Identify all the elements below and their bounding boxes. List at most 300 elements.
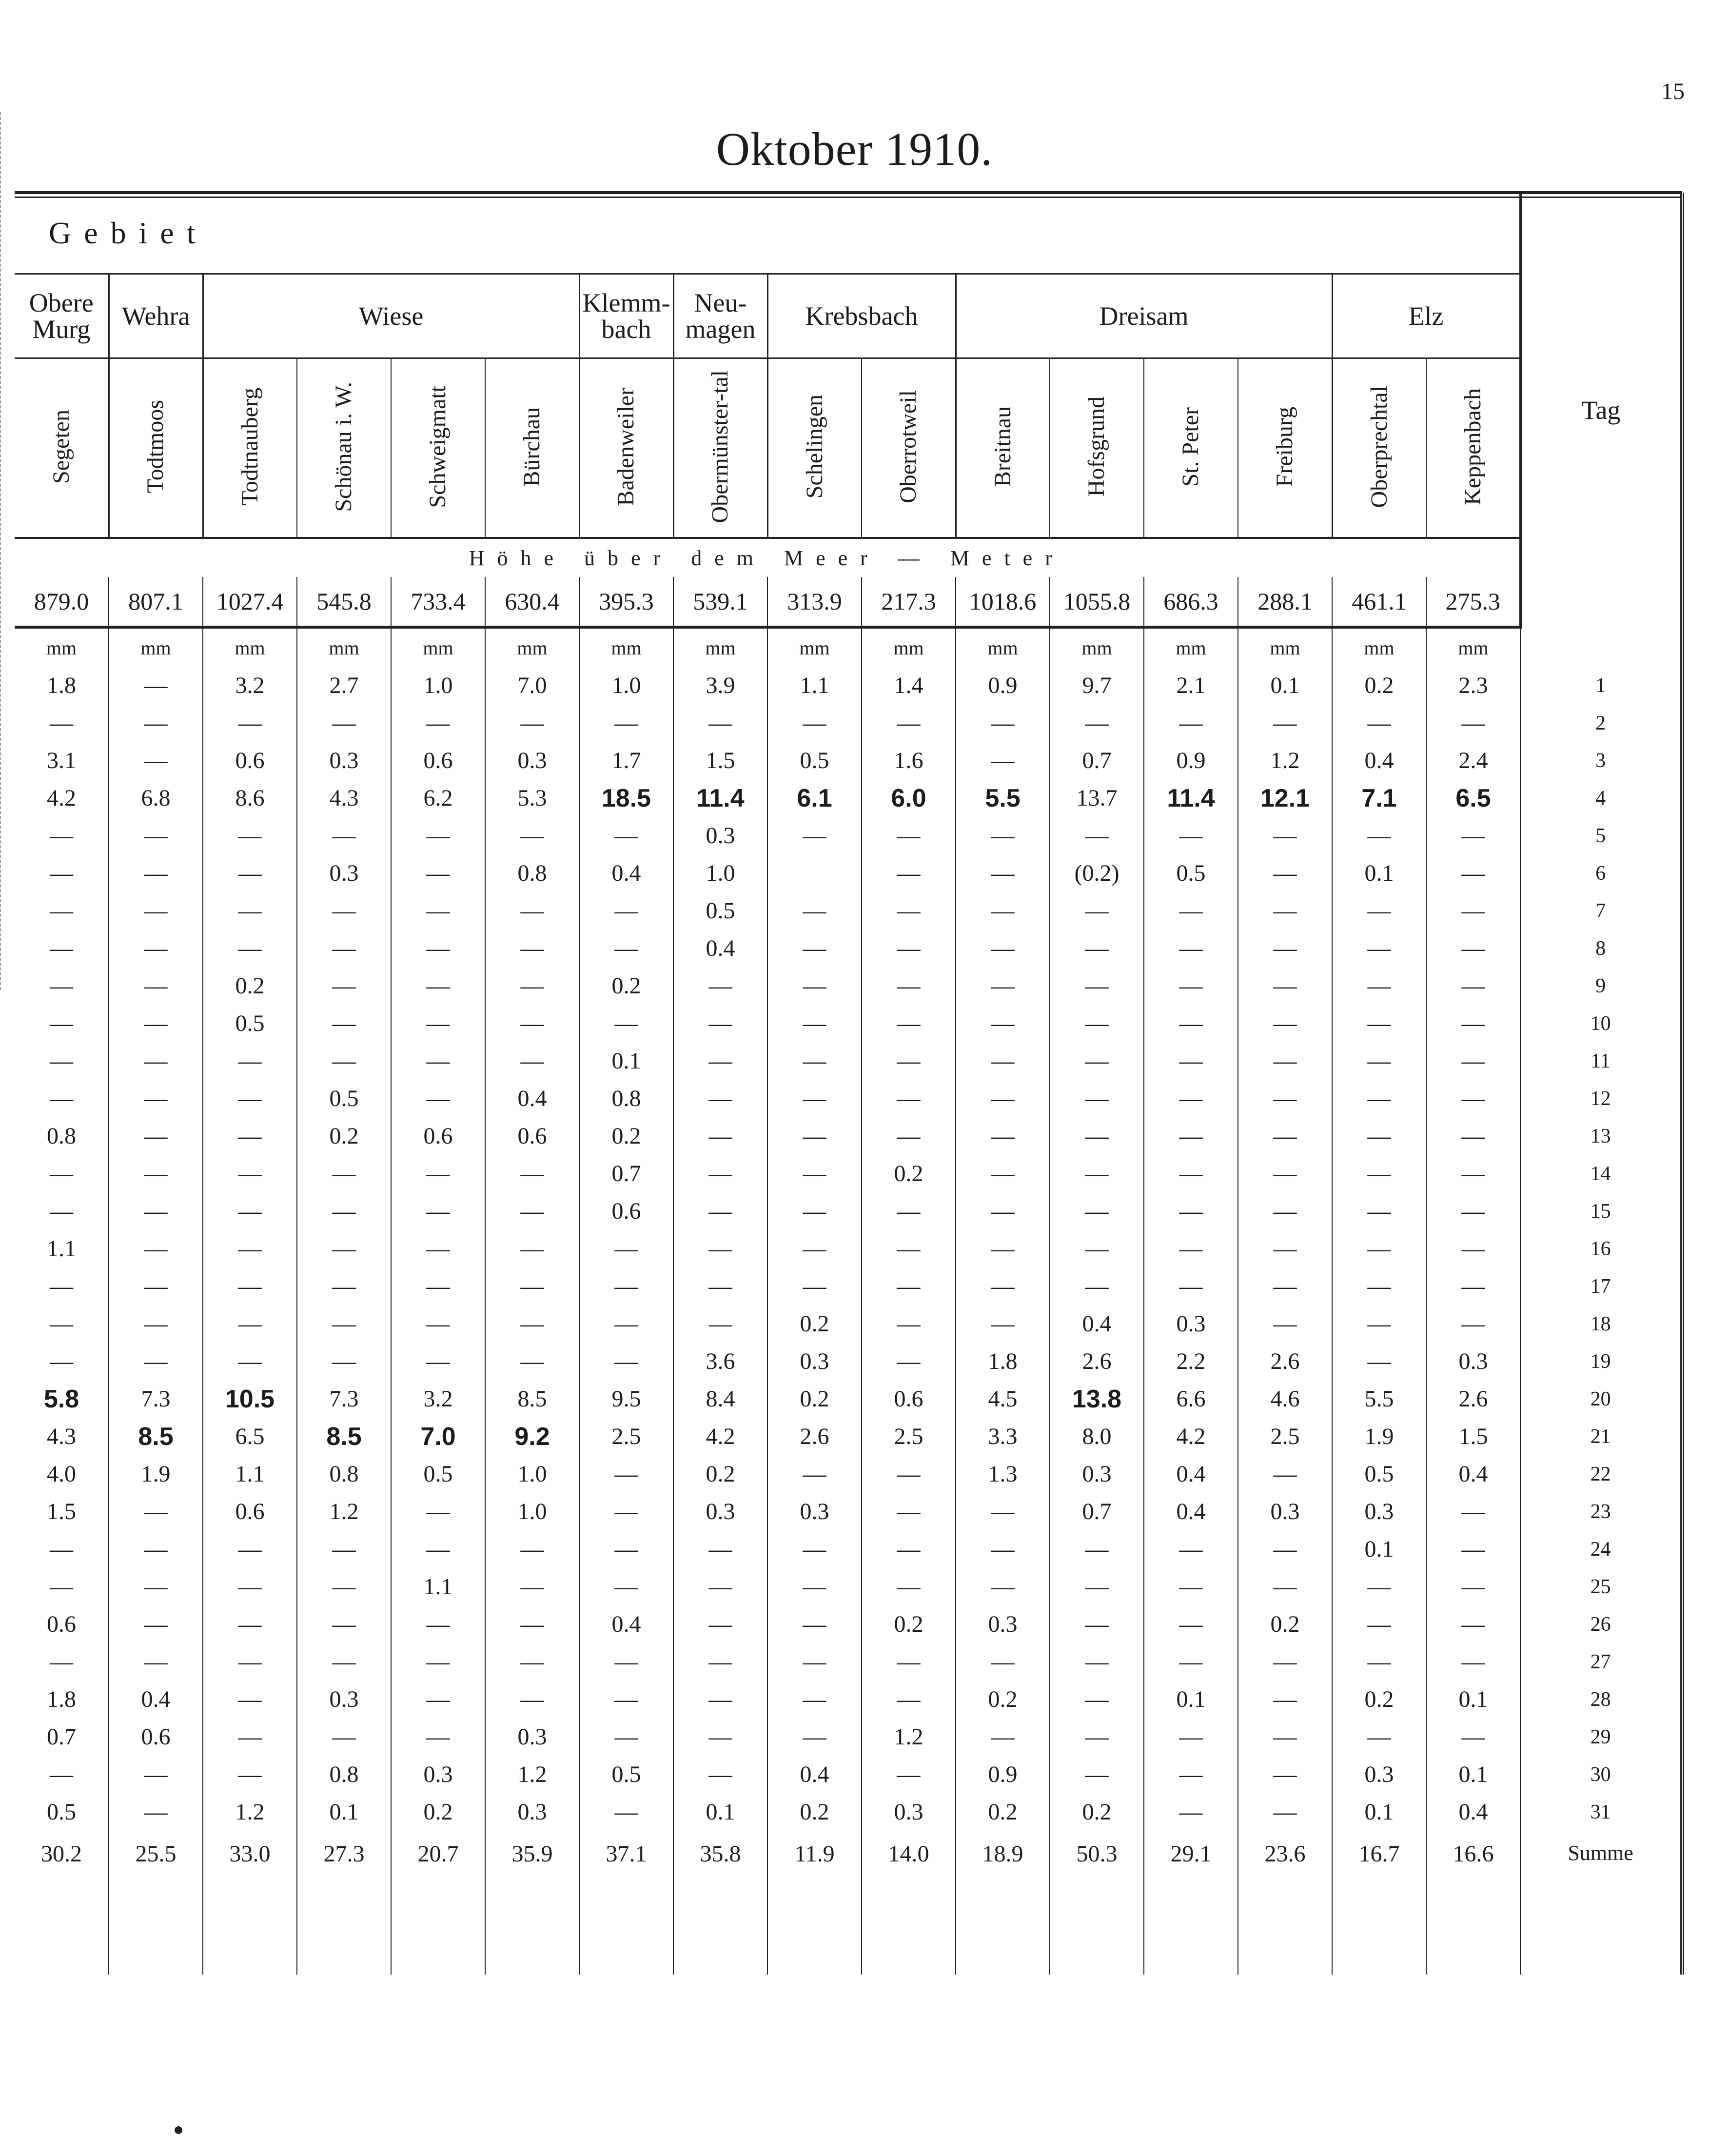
rainfall-cell: — [1050,1605,1144,1643]
rainfall-cell: — [1144,1230,1238,1267]
rainfall-cell: 8.6 [203,779,297,817]
day-number: 29 [1520,1718,1682,1756]
rainfall-cell: 0.8 [579,1080,673,1117]
rainfall-cell: — [1144,817,1238,854]
rainfall-cell: — [50,1348,73,1374]
rainfall-cell: 5.8 [43,1385,79,1413]
rainfall-cell: — [579,1681,673,1718]
station-name: Keppenbach [1459,388,1486,505]
elevation-row [15,577,1682,627]
station-header [297,358,391,538]
rainfall-cell: 3.9 [673,667,767,704]
rainfall-cell: — [1050,1042,1144,1080]
filler-cell [673,1887,767,1975]
table-row [15,1155,1682,1192]
rainfall-cell: — [862,1455,956,1493]
rainfall-cell: — [1332,930,1426,967]
station-elevation: 686.3 [1144,577,1238,627]
rainfall-cell: — [391,854,485,892]
rainfall-cell: 0.2 [1050,1793,1144,1831]
rainfall-cell: — [203,1681,297,1718]
rainfall-cell: 5.3 [485,779,579,817]
station-elevation: 807.1 [109,577,203,627]
station-header [1238,358,1332,538]
day-number: 20 [1520,1380,1682,1418]
rainfall-cell: 0.2 [862,1605,956,1643]
rainfall-cell: — [862,854,956,892]
rainfall-cell: 0.7 [1050,1493,1144,1530]
rainfall-cell: — [767,1155,862,1192]
table-row [15,1005,1682,1042]
day-number: 22 [1520,1455,1682,1493]
rainfall-cell: 5.5 [1332,1380,1426,1418]
rainfall-cell: 1.7 [579,742,673,779]
unit-label: mm [485,627,579,667]
rainfall-cell: — [673,1530,767,1568]
rainfall-cell: — [862,1042,956,1080]
rainfall-cell: 8.5 [485,1380,579,1418]
rainfall-cell: — [1144,1568,1238,1605]
rainfall-cell: — [956,742,1050,779]
basin-name: Obere Murg [15,274,109,358]
rainfall-cell: — [109,1155,203,1192]
rainfall-cell: 1.9 [109,1455,203,1493]
rainfall-cell: — [203,1643,297,1681]
rainfall-cell: — [203,892,297,930]
rainfall-cell: 1.2 [297,1493,391,1530]
rainfall-cell: 7.0 [391,1418,485,1455]
rainfall-cell: — [297,1530,391,1568]
rainfall-cell: 0.2 [956,1681,1050,1718]
page-title: Oktober 1910. [716,123,993,175]
rainfall-cell: — [767,1267,862,1305]
rainfall-cell: — [579,1267,673,1305]
rainfall-cell: 9.5 [579,1380,673,1418]
rainfall-cell: 1.5 [673,742,767,779]
rainfall-cell: — [673,1117,767,1155]
rainfall-cell: — [956,704,1050,742]
rainfall-cell: — [1144,1192,1238,1230]
rainfall-cell: — [1426,1267,1520,1305]
rainfall-cell: 0.3 [767,1493,862,1530]
sum-cell: 23.6 [1238,1831,1332,1887]
rainfall-cell: — [673,1267,767,1305]
rainfall-cell: — [673,1756,767,1793]
station-name: Schönau i. W. [331,381,357,512]
rainfall-cell: — [1050,704,1144,742]
rainfall-cell: — [956,817,1050,854]
unit-label: mm [391,627,485,667]
rainfall-cell: 0.6 [391,1117,485,1155]
rainfall-cell: 0.1 [673,1793,767,1831]
day-number: 2 [1520,704,1682,742]
rainfall-cell: — [391,1005,485,1042]
rainfall-cell: — [1332,1305,1426,1343]
rainfall-cell: 0.1 [1332,1530,1426,1568]
rainfall-cell: — [1144,1718,1238,1756]
rainfall-cell: — [109,704,203,742]
rainfall-cell: 0.1 [297,1793,391,1831]
rainfall-cell: — [297,1343,391,1380]
rainfall-cell: — [203,1267,297,1305]
rainfall-cell: 0.1 [1426,1756,1520,1793]
rainfall-cell: — [203,854,297,892]
rainfall-cell: — [485,1343,579,1380]
rainfall-cell: 6.5 [1426,779,1520,817]
filler-cell [109,1887,203,1975]
tag-cell-empty [1520,627,1682,667]
rainfall-cell: 0.6 [109,1718,203,1756]
station-header [1050,358,1144,538]
rainfall-cell: — [1426,1718,1520,1756]
rainfall-cell: — [485,1605,579,1643]
day-number: 27 [1520,1643,1682,1681]
rainfall-cell: — [391,1530,485,1568]
table-row [15,1530,1682,1568]
rainfall-cell: — [1332,1643,1426,1681]
day-number: 6 [1520,854,1682,892]
rainfall-cell: — [485,967,579,1005]
rainfall-cell: — [579,892,673,930]
unit-label: mm [1238,627,1332,667]
day-number: 3 [1520,742,1682,779]
rainfall-cell: — [1426,704,1520,742]
rainfall-cell: — [1426,1568,1520,1605]
rainfall-cell: — [203,1117,297,1155]
rainfall-cell: — [1332,1718,1426,1756]
unit-label: mm [297,627,391,667]
basin-name: Klemm-bach [579,274,673,358]
table-row [15,1455,1682,1493]
rainfall-cell: — [391,1681,485,1718]
day-number: 10 [1520,1005,1682,1042]
rainfall-cell: 4.3 [47,1424,76,1449]
station-name: Oberprechtal [1366,385,1392,508]
rainfall-cell: — [1426,1155,1520,1192]
rainfall-cell: — [1238,1080,1332,1117]
rainfall-cell: — [1050,1267,1144,1305]
station-header [203,358,297,538]
rainfall-cell: — [956,1042,1050,1080]
rainfall-cell: — [485,1155,579,1192]
rainfall-cell: — [1332,1042,1426,1080]
table-row [15,1793,1682,1831]
station-elevation: 288.1 [1238,577,1332,627]
rainfall-cell: 0.2 [956,1793,1050,1831]
rainfall-cell: 0.3 [1426,1343,1520,1380]
rainfall-cell: 0.1 [1144,1681,1238,1718]
unit-label: mm [579,627,673,667]
rainfall-cell: 1.8 [47,1686,76,1712]
rainfall-cell: — [1426,1117,1520,1155]
filler-cell [1520,1887,1682,1975]
rainfall-cell: 0.5 [1144,854,1238,892]
rainfall-cell: — [956,1080,1050,1117]
station-elevation: 217.3 [862,577,956,627]
rainfall-cell: — [673,1605,767,1643]
station-elevation: 313.9 [767,577,862,627]
station-header [862,358,956,538]
day-number: 23 [1520,1493,1682,1530]
rainfall-cell: 0.4 [1426,1793,1520,1831]
rainfall-cell: 0.1 [1238,667,1332,704]
rainfall-cell: 1.5 [1426,1418,1520,1455]
table-row [15,1493,1682,1530]
table-row [15,930,1682,967]
rainfall-cell: — [673,1005,767,1042]
rainfall-cell: — [1050,892,1144,930]
rainfall-cell: 2.3 [1426,667,1520,704]
rainfall-cell: — [297,704,391,742]
rainfall-cell: 0.2 [673,1455,767,1493]
unit-label: mm [956,627,1050,667]
rainfall-cell: — [579,1005,673,1042]
table-row [15,1080,1682,1117]
rainfall-cell: 0.3 [767,1343,862,1380]
rainfall-cell: — [956,892,1050,930]
rainfall-cell: — [1238,1192,1332,1230]
day-number: 11 [1520,1042,1682,1080]
gebiet-row [15,193,1682,274]
rainfall-cell: 0.4 [1144,1493,1238,1530]
table-row [15,1380,1682,1418]
rainfall-cell: 0.2 [297,1117,391,1155]
rainfall-cell: 0.2 [579,967,673,1005]
rainfall-cell: — [1238,1643,1332,1681]
day-number: 28 [1520,1681,1682,1718]
rainfall-cell: 3.6 [673,1343,767,1380]
rainfall-cell: — [1332,1230,1426,1267]
day-number: 25 [1520,1568,1682,1605]
rainfall-cell: — [203,1042,297,1080]
rainfall-table [15,193,1684,1975]
filler-cell [1426,1887,1520,1975]
ink-dot [175,2126,182,2134]
rainfall-cell: — [50,1010,73,1036]
rainfall-cell: — [109,1117,203,1155]
rainfall-cell: 0.2 [1332,667,1426,704]
rainfall-cell: — [1426,854,1520,892]
sum-cell: 20.7 [391,1831,485,1887]
rainfall-cell: — [297,1267,391,1305]
rainfall-cell: — [862,1005,956,1042]
filler-cell [485,1887,579,1975]
table-row [15,742,1682,779]
rainfall-cell: — [50,1161,73,1187]
rainfall-cell: — [767,1718,862,1756]
rainfall-cell: 1.5 [47,1499,76,1524]
rainfall-cell [767,854,862,892]
page-number: 15 [1661,79,1685,104]
rainfall-cell: — [1426,1305,1520,1343]
sum-cell: 30.2 [41,1841,82,1867]
unit-label: mm [1144,627,1238,667]
filler-cell [1050,1887,1144,1975]
sum-cell: 11.9 [767,1831,862,1887]
hoehe-row [15,538,1682,577]
rainfall-cell: — [956,1192,1050,1230]
station-name: Segeten [48,410,74,484]
rainfall-cell: — [485,704,579,742]
station-name: Schweigmatt [425,385,451,508]
filler-cell [297,1887,391,1975]
rainfall-cell: — [297,1718,391,1756]
rainfall-cell: — [203,1718,297,1756]
rainfall-cell: 13.8 [1050,1380,1144,1418]
sum-cell: 27.3 [297,1831,391,1887]
rainfall-cell: 3.2 [391,1380,485,1418]
rainfall-cell: — [50,1048,73,1074]
station-name: Badenweiler [613,387,639,506]
rainfall-cell: — [1238,1117,1332,1155]
rainfall-cell: — [1144,1080,1238,1117]
station-elevation: 733.4 [391,577,485,627]
rainfall-cell: — [673,704,767,742]
rainfall-cell: — [1144,1117,1238,1155]
unit-label: mm [46,636,77,659]
rainfall-cell: — [297,1005,391,1042]
day-number: 30 [1520,1756,1682,1793]
rainfall-cell: — [1426,817,1520,854]
station-header [109,358,203,538]
rainfall-cell: 2.5 [862,1418,956,1455]
rainfall-cell: — [297,1230,391,1267]
rainfall-cell: — [50,1761,73,1787]
rainfall-cell: — [956,1155,1050,1192]
table-row [15,667,1682,704]
tag-header: Tag [1520,193,1682,627]
rainfall-cell: 0.5 [297,1080,391,1117]
rainfall-cell: 9.7 [1050,667,1144,704]
table-row [15,1718,1682,1756]
rainfall-cell: — [485,1042,579,1080]
rainfall-cell: — [1144,1530,1238,1568]
rainfall-cell: 2.6 [1238,1343,1332,1380]
rainfall-cell: — [1238,1530,1332,1568]
rainfall-cell: — [50,973,73,999]
rainfall-cell: 11.4 [1144,779,1238,817]
rainfall-cell: — [956,1117,1050,1155]
rainfall-cell: 0.4 [579,1605,673,1643]
rainfall-cell: 6.5 [203,1418,297,1455]
rainfall-cell: — [109,1080,203,1117]
rainfall-cell: — [862,1305,956,1343]
rainfall-cell: 7.1 [1332,779,1426,817]
rainfall-cell: — [579,1493,673,1530]
rainfall-cell: — [203,817,297,854]
sum-label: Summe [1520,1831,1682,1887]
rainfall-cell: — [1238,704,1332,742]
rainfall-cell: — [862,817,956,854]
rainfall-cell: — [391,1305,485,1343]
rainfall-cell: — [109,1267,203,1305]
station-name: St. Peter [1178,407,1204,487]
sum-cell: 33.0 [203,1831,297,1887]
rainfall-cell: 0.2 [767,1380,862,1418]
filler-cell [956,1887,1050,1975]
rainfall-cell: — [203,1080,297,1117]
rainfall-cell: — [1144,1155,1238,1192]
rainfall-cell: — [1426,892,1520,930]
rainfall-cell: 2.6 [767,1418,862,1455]
rainfall-cell: — [109,854,203,892]
rainfall-cell: — [1426,1493,1520,1530]
rainfall-cell: — [767,1681,862,1718]
filler-cell [15,1887,109,1975]
rainfall-cell: 1.8 [47,673,76,698]
station-elevation: 275.3 [1426,577,1520,627]
rainfall-cell: 1.0 [391,667,485,704]
rainfall-cell: 0.4 [767,1756,862,1793]
rainfall-cell: — [1050,1080,1144,1117]
filler-row [15,1887,1682,1975]
rainfall-cell: 12.1 [1238,779,1332,817]
rainfall-cell: — [50,1198,73,1224]
rainfall-cell: 1.1 [47,1236,76,1262]
rainfall-cell: 0.3 [1238,1493,1332,1530]
day-number: 18 [1520,1305,1682,1343]
rainfall-cell: 0.3 [862,1793,956,1831]
rainfall-cell: 0.5 [203,1005,297,1042]
sum-row [15,1831,1682,1887]
rainfall-cell: — [109,817,203,854]
rainfall-cell: — [391,892,485,930]
station-header [673,358,767,538]
rainfall-cell: — [1144,1793,1238,1831]
rainfall-cell: 2.5 [579,1418,673,1455]
rainfall-cell: — [956,1230,1050,1267]
rainfall-cell: — [862,704,956,742]
rainfall-cell: — [862,1230,956,1267]
rainfall-cell: — [109,1343,203,1380]
rainfall-cell: — [1050,1530,1144,1568]
rainfall-cell: — [391,1080,485,1117]
rainfall-cell: — [50,935,73,961]
rainfall-cell: 1.2 [203,1793,297,1831]
rainfall-cell: 8.0 [1050,1418,1144,1455]
filler-cell [767,1887,862,1975]
station-elevation: 545.8 [297,577,391,627]
rainfall-cell: — [109,1192,203,1230]
rainfall-cell: 5.5 [956,779,1050,817]
rainfall-cell: — [1426,1042,1520,1080]
rainfall-cell: 8.4 [673,1380,767,1418]
rainfall-cell: — [673,1192,767,1230]
rainfall-cell: 0.1 [1332,854,1426,892]
rainfall-cell: — [1238,1155,1332,1192]
table-row [15,967,1682,1005]
rainfall-cell: — [956,930,1050,967]
rainfall-cell: 1.0 [673,854,767,892]
sum-cell: 16.6 [1426,1831,1520,1887]
rainfall-cell: 0.3 [1332,1493,1426,1530]
rainfall-cell: 0.9 [956,1756,1050,1793]
rainfall-cell: — [862,967,956,1005]
rainfall-cell: — [485,1230,579,1267]
rainfall-cell: — [297,1568,391,1605]
rainfall-cell: — [1238,1756,1332,1793]
rainfall-cell: 0.7 [1050,742,1144,779]
rainfall-cell: 7.3 [109,1380,203,1418]
rainfall-cell: 1.2 [862,1718,956,1756]
rainfall-cell: 0.4 [1144,1455,1238,1493]
rainfall-cell: — [862,1568,956,1605]
rainfall-cell: — [956,1005,1050,1042]
rainfall-cell: 0.3 [485,742,579,779]
rainfall-cell: — [862,1756,956,1793]
rainfall-cell: 1.4 [862,667,956,704]
station-elevation: 1018.6 [956,577,1050,627]
